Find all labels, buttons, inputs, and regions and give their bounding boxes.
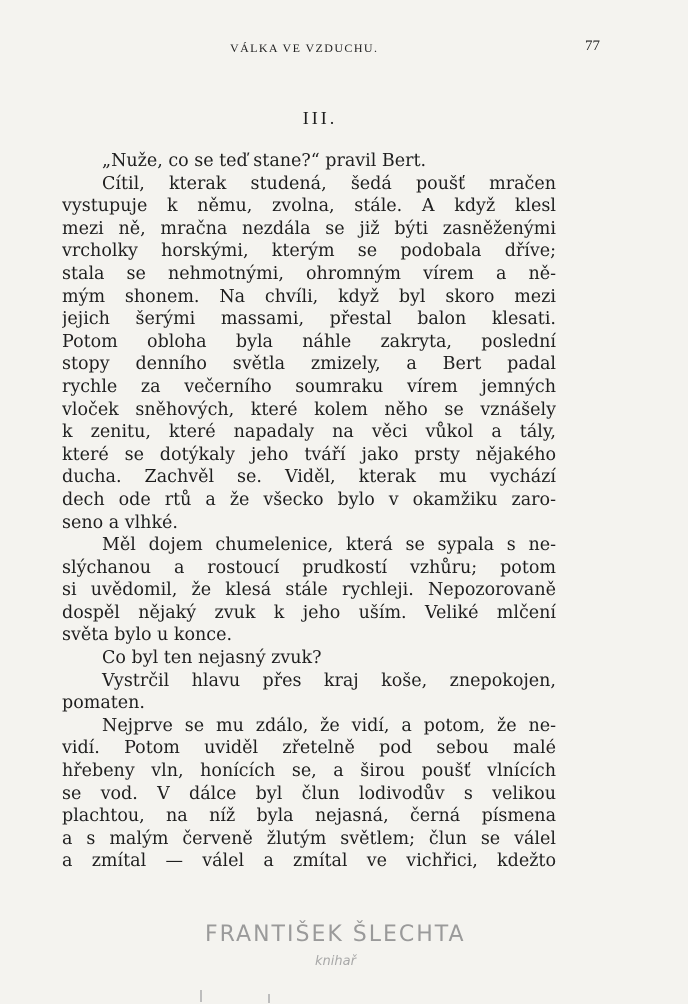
text-line: ducha. Zachvěl se. Viděl, kterak mu vychází — [62, 467, 556, 488]
text-line: stopy denního světla zmizely, a Bert padal — [62, 354, 556, 375]
chapter-heading: III. — [302, 108, 338, 128]
text-line: slýchanou a rostoucí prudkostí vzhůru; potom — [62, 557, 556, 578]
text-line: Nejprve se mu zdálo, že vidí, a potom, že ne- — [102, 715, 556, 736]
text-line: k zenitu, které napadaly na věci vůkol a tály, — [62, 422, 556, 443]
body-text — [62, 150, 556, 873]
text-line: Měl dojem chumelenice, která se sypala s ne- — [102, 535, 556, 556]
text-line: Vystrčil hlavu přes kraj koše, znepokojen, — [102, 670, 556, 691]
text-line: a zmítal — válel a zmítal ve vichřici, kdežto — [62, 851, 556, 872]
text-line: hřebeny vln, honících se, a širou poušť vlnících — [62, 761, 556, 782]
text-line: vloček sněhových, které kolem něho se vznášely — [62, 399, 556, 420]
text-line: plachtou, na níž byla nejasná, černá písmena — [62, 806, 556, 827]
text-line: jejich šerými massami, přestal balon klesati. — [62, 309, 556, 330]
text-line: pomaten. — [62, 693, 145, 714]
running-title: VÁLKA VE VZDUCHU. — [230, 41, 379, 55]
text-line: mezi ně, mračna nezdála se již býti zasněženými — [62, 218, 556, 239]
text-line: vystupuje k němu, zvolna, stále. A když klesl — [62, 196, 556, 217]
text-line: dospěl nějaký zvuk k jeho uším. Veliké mlčení — [62, 602, 556, 623]
text-line: rychle za večerního soumraku vírem jemných — [62, 376, 556, 397]
text-line: „Nuže, co se teď stane?“ pravil Bert. — [102, 151, 427, 171]
text-line: vrcholky horskými, kterým se podobala dříve; — [62, 241, 556, 262]
page-edge-mark — [200, 990, 202, 1002]
page-number: 77 — [585, 38, 600, 54]
text-line: stala se nehmotnými, ohromným vírem a ně- — [62, 263, 556, 284]
text-line: si uvědomil, že klesá stále rychleji. Nepozorovaně — [62, 580, 556, 601]
text-line: světa bylo u konce. — [62, 625, 233, 646]
text-line: Potom obloha byla náhle zakryta, poslední — [62, 331, 556, 352]
text-line: mým shonem. Na chvíli, když byl skoro mezi — [62, 286, 556, 307]
text-line: Co byl ten nejasný zvuk? — [102, 648, 322, 669]
stamp-subtitle: knihař — [315, 954, 356, 969]
text-line: které se dotýkaly jeho tváří jako prsty nějakého — [62, 444, 556, 465]
text-line: a s malým červeně žlutým světlem; člun se válel — [62, 828, 556, 849]
text-line: seno a vlhké. — [62, 512, 178, 533]
page-edge-mark — [268, 994, 270, 1003]
text-line: Cítil, kterak studená, šedá poušť mračen — [102, 173, 556, 194]
text-line: se vod. V dálce byl člun lodivodův s velikou — [62, 783, 556, 804]
owner-stamp — [205, 922, 505, 1002]
stamp-name: FRANTIŠEK ŠLECHTA — [205, 922, 466, 947]
text-line: vidí. Potom uviděl zřetelně pod sebou malé — [62, 738, 556, 759]
running-header — [100, 38, 600, 58]
text-line: dech ode rtů a že všecko bylo v okamžiku zaro- — [62, 489, 556, 510]
